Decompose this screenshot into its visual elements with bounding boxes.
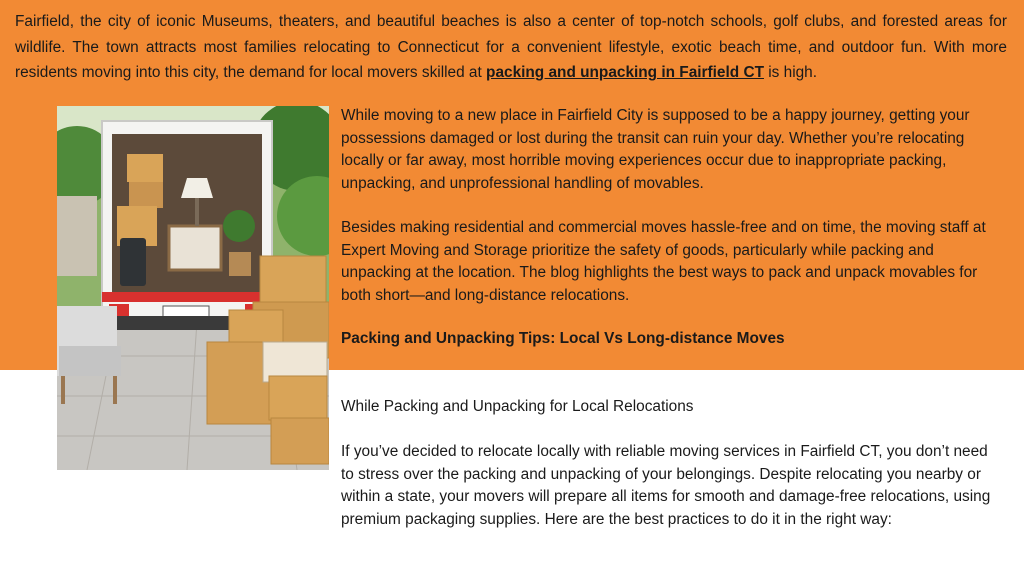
- intro-tail: is high.: [763, 64, 818, 81]
- section-heading: [341, 328, 1001, 351]
- subsection-heading: [341, 396, 1001, 419]
- paragraph-3: If you’ve decided to relocate locally with reliable moving services in Fairfield CT, you don’t need to stress over the packing and unpacking of your belongings. Despite relocating you nearby or within a state, your movers will prepare all items for smooth and damage-free relocations, using premium packaging supplies. Here are the best practices to do it in the right way:: [341, 443, 991, 528]
- services-body-paragraph: [341, 217, 1001, 307]
- intro-paragraph: [15, 9, 1007, 86]
- paragraph-2: Besides making residential and commercial moves hassle-free and on time, the moving staff at Expert Moving and Storage prioritize the safety of goods, particularly while packing and unpacking at the location. The blog highlights the best ways to pack and unpack movables for both short—and long-distance relocations.: [341, 219, 986, 304]
- intro-body-paragraph: [341, 105, 1001, 195]
- moving-truck-with-boxes-photo-icon: [57, 106, 329, 470]
- intro-text: Fairfield, the city of iconic Museums, theaters, and beautiful beaches is also a center of top-notch schools, golf clubs, and forested areas for wildlife. The town attracts most families relocating to Connecticut for a convenient lifestyle, exotic beach time, and outdoor fun. With more residents moving into this city, the demand for local movers skilled at: [15, 13, 1007, 81]
- packing-unpacking-link[interactable]: packing and unpacking in Fairfield CT: [486, 64, 764, 81]
- local-relocation-paragraph: [341, 441, 1001, 531]
- subsection-heading-text: While Packing and Unpacking for Local Relocations: [341, 398, 694, 415]
- section-heading-text: Packing and Unpacking Tips: Local Vs Long-distance Moves: [341, 330, 785, 347]
- moving-truck-photo: [57, 106, 329, 470]
- paragraph-1: While moving to a new place in Fairfield City is supposed to be a happy journey, getting your possessions damaged or lost during the transit can ruin your day. Whether you’re relocating locally or far away, most horrible moving experiences occur due to inappropriate packing, unpacking, and unprofessional handling of movables.: [341, 107, 970, 192]
